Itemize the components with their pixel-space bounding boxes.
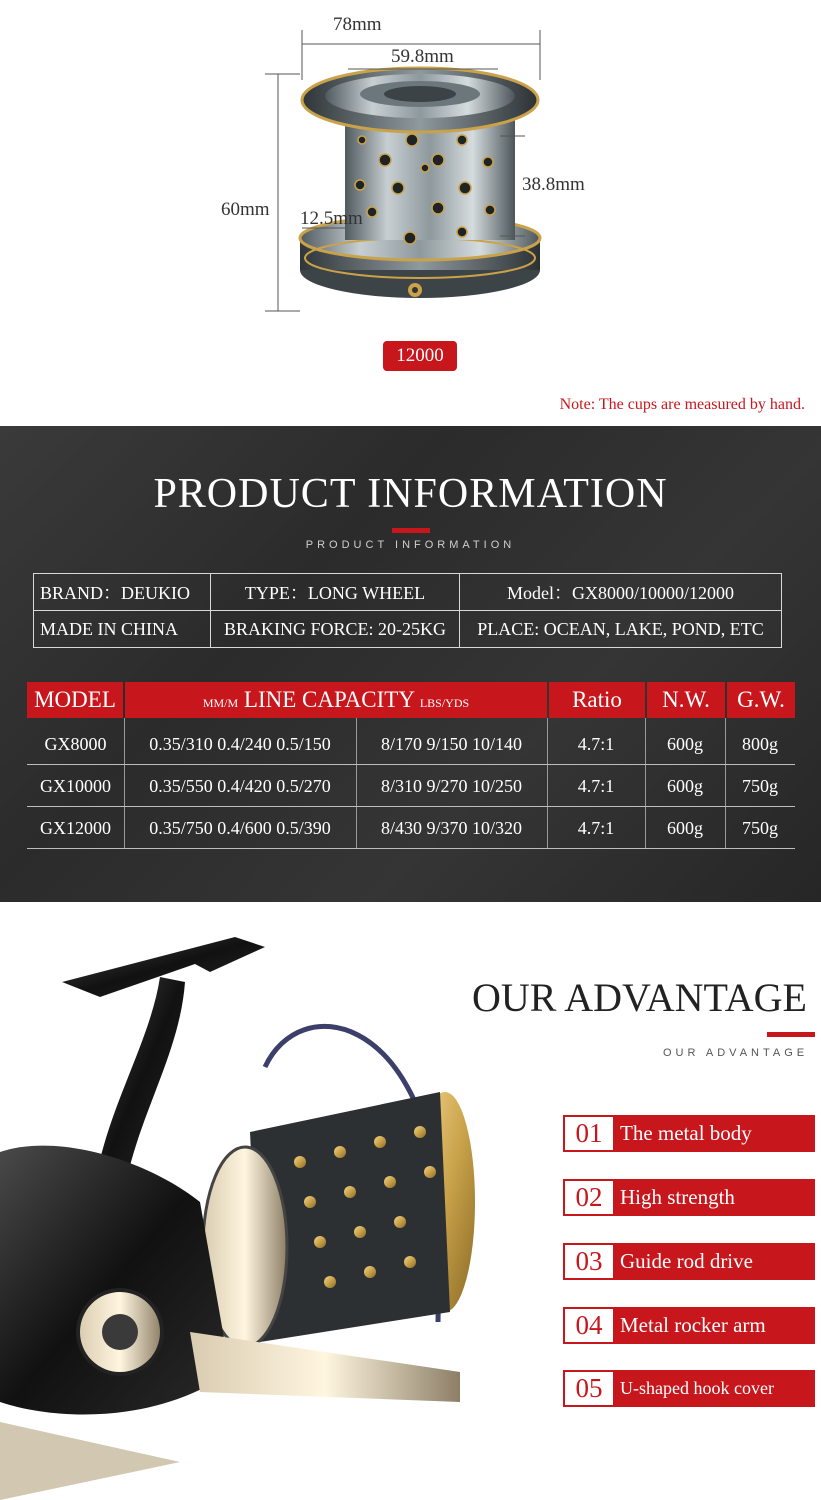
dim-outer-width-label: 78mm <box>333 14 382 35</box>
advantage-number: 01 <box>563 1115 615 1152</box>
dim-inner-width-label: 59.8mm <box>391 46 454 67</box>
spec-braking-force: BRAKING FORCE: 20-25KG <box>211 611 460 648</box>
header-model: MODEL <box>27 682 123 718</box>
row-gross-weight: 750g <box>742 776 778 796</box>
row-net-weight: 600g <box>667 776 703 796</box>
header-lbs-unit: LBS/YDS <box>419 696 470 710</box>
spec-model: Model：GX8000/10000/12000 <box>460 574 782 611</box>
header-ratio: Ratio <box>549 682 645 718</box>
row-mm-capacity: 0.35/550 0.4/420 0.5/270 <box>149 776 331 796</box>
spec-place: PLACE: OCEAN, LAKE, POND, ETC <box>460 611 782 648</box>
dim-core-height-label: 38.8mm <box>522 174 585 195</box>
row-lbs-capacity: 8/170 9/150 10/140 <box>380 734 522 754</box>
advantage-item <box>563 1179 815 1216</box>
row-ratio: 4.7:1 <box>577 818 615 838</box>
capacity-table-header <box>27 682 795 718</box>
row-model: GX10000 <box>40 776 111 796</box>
header-mm-unit: MM/M <box>202 696 239 710</box>
advantage-title-underline <box>767 1032 815 1037</box>
advantage-item <box>563 1243 815 1280</box>
title-underline <box>392 528 430 533</box>
header-gross-weight: G.W. <box>727 682 795 718</box>
advantage-label: High strength <box>615 1179 815 1216</box>
dim-height-label: 60mm <box>221 199 270 220</box>
spec-table <box>33 573 782 648</box>
model-badge: 12000 <box>383 341 457 371</box>
row-net-weight: 600g <box>667 818 703 838</box>
advantage-section <box>0 902 821 1500</box>
row-ratio: 4.7:1 <box>577 734 615 754</box>
advantage-number: 03 <box>563 1243 615 1280</box>
advantage-item <box>563 1115 815 1152</box>
spec-origin: MADE IN CHINA <box>34 611 211 648</box>
measurement-note: Note: The cups are measured by hand. <box>559 396 805 413</box>
table-row <box>27 723 795 765</box>
advantage-number: 02 <box>563 1179 615 1216</box>
row-mm-capacity: 0.35/310 0.4/240 0.5/150 <box>149 734 331 754</box>
advantage-subtitle: OUR ADVANTAGE <box>663 1047 809 1059</box>
row-lbs-capacity: 8/430 9/370 10/320 <box>380 818 522 838</box>
spec-type: TYPE：LONG WHEEL <box>211 574 460 611</box>
advantage-number: 04 <box>563 1307 615 1344</box>
dim-depth-label: 12.5mm <box>300 208 363 229</box>
header-net-weight: N.W. <box>647 682 725 718</box>
row-lbs-capacity: 8/310 9/270 10/250 <box>380 776 522 796</box>
table-row <box>34 574 782 611</box>
spec-brand: BRAND：DEUKIO <box>34 574 211 611</box>
product-info-title: PRODUCT INFORMATION <box>153 471 668 517</box>
row-ratio: 4.7:1 <box>577 776 615 796</box>
row-model: GX8000 <box>44 734 107 754</box>
header-line-capacity <box>125 682 547 718</box>
table-row <box>34 611 782 648</box>
row-gross-weight: 800g <box>742 734 778 754</box>
advantage-number: 05 <box>563 1370 615 1407</box>
spool-dimension-section <box>0 0 821 425</box>
advantage-item <box>563 1307 815 1344</box>
advantage-label: Guide rod drive <box>615 1243 815 1280</box>
advantage-label: U-shaped hook cover <box>615 1370 815 1407</box>
advantage-title: OUR ADVANTAGE <box>472 975 807 1020</box>
header-line-capacity-label: LINE CAPACITY <box>243 687 415 712</box>
advantage-item <box>563 1370 815 1407</box>
advantage-label: The metal body <box>615 1115 815 1152</box>
row-gross-weight: 750g <box>742 818 778 838</box>
product-info-subtitle: PRODUCT INFORMATION <box>305 539 516 551</box>
table-row <box>27 807 795 849</box>
advantage-label: Metal rocker arm <box>615 1307 815 1344</box>
table-row <box>27 765 795 807</box>
product-information-section <box>0 426 821 902</box>
row-net-weight: 600g <box>667 734 703 754</box>
row-mm-capacity: 0.35/750 0.4/600 0.5/390 <box>149 818 331 838</box>
row-model: GX12000 <box>40 818 111 838</box>
